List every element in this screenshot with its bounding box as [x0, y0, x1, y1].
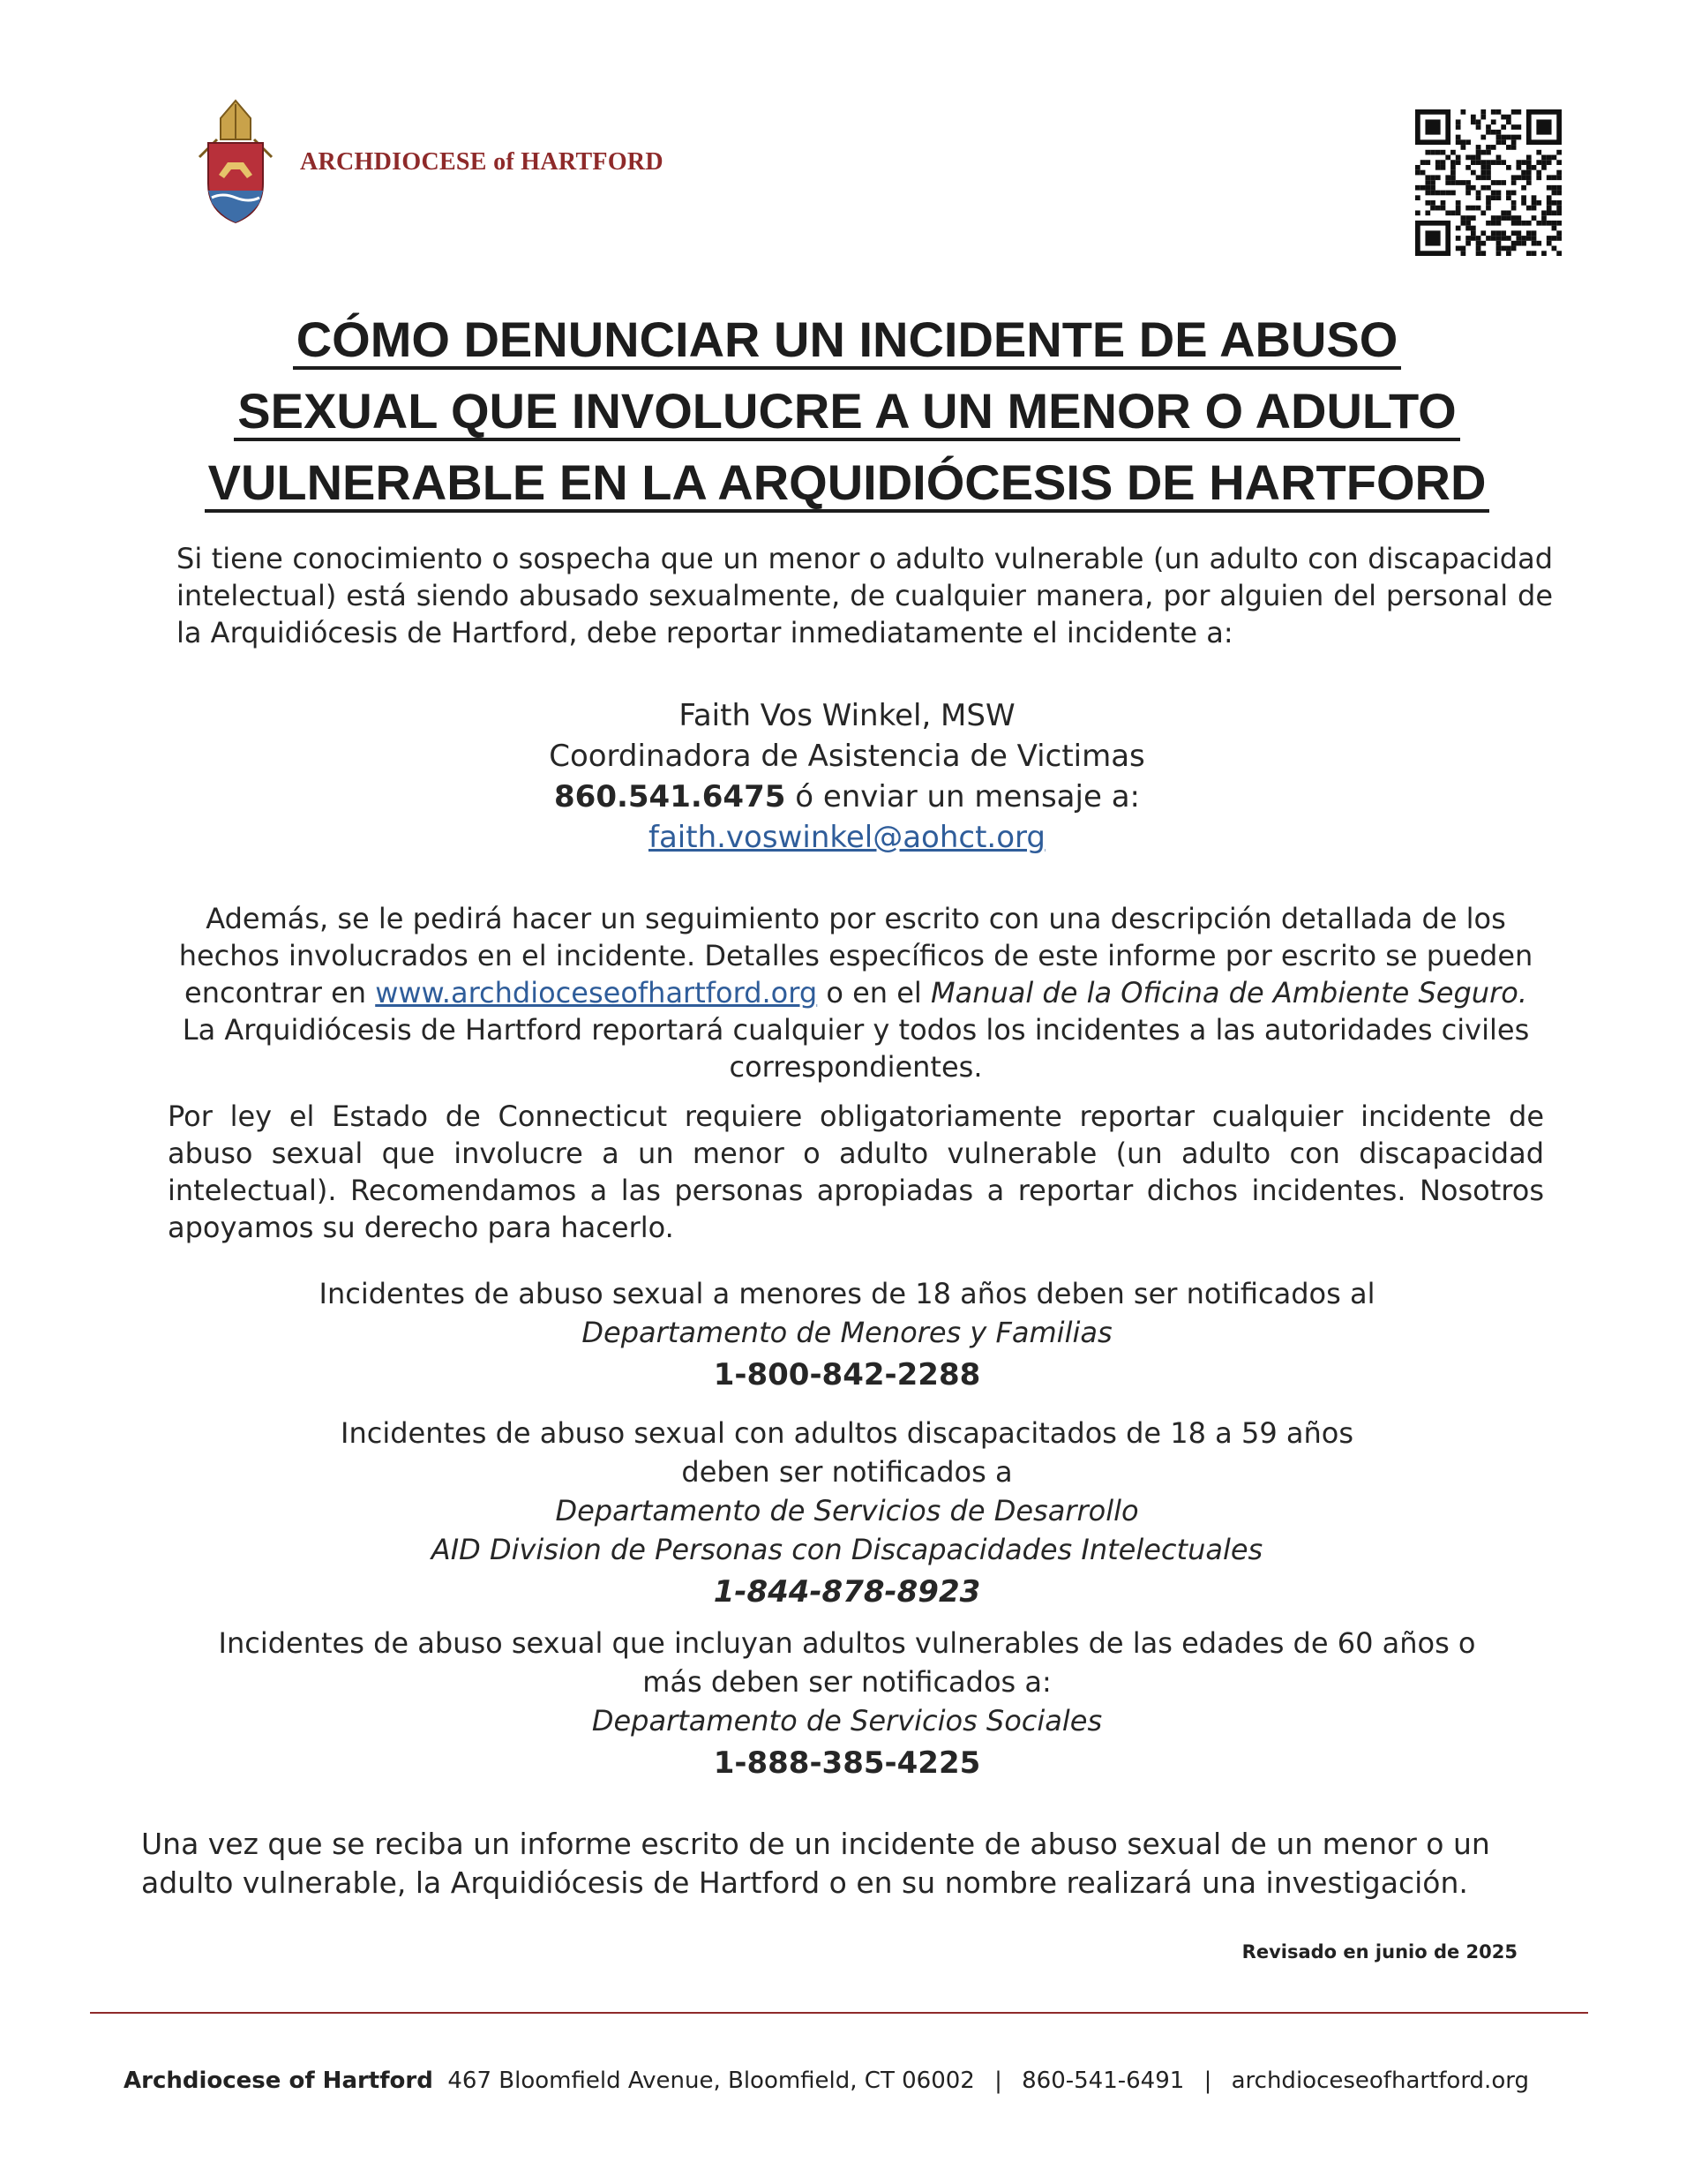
contact-phone-suffix: ó enviar un mensaje a:	[785, 779, 1140, 814]
contact-name: Faith Vos Winkel, MSW	[678, 698, 1016, 733]
title-line-2: SEXUAL QUE INVOLUCRE A UN MENOR O ADULTO	[234, 385, 1459, 441]
contact-block	[265, 695, 1429, 858]
contact-role: Coordinadora de Asistencia de Victimas	[549, 739, 1145, 774]
elderly-phone[interactable]: 1-888-385-4225	[713, 1745, 981, 1781]
org-name: ARCHDIOCESE of HARTFORD	[300, 148, 663, 176]
elderly-agency: Departamento de Servicios Sociales	[591, 1704, 1103, 1737]
law-paragraph: Por ley el Estado de Connecticut requiere obligatoriamente reportar cualquier incidente de abuso sexual que involucre a un menor o adulto vulnerable (un adulto con discapacidad intelectual). Recomendamos a las personas apropiadas a reportar dichos incidentes. Nosotros apoyamos su derecho para hacerlo.	[168, 1100, 1544, 1244]
title-line-3: VULNERABLE EN LA ARQUIDIÓCESIS DE HARTFORD	[205, 456, 1490, 513]
contact-phone[interactable]: 860.541.6475	[554, 779, 786, 814]
minors-phone[interactable]: 1-800-842-2288	[713, 1357, 981, 1392]
disabled-division: AID Division de Personas con Discapacidades Intelectuales	[431, 1533, 1263, 1566]
minors-text: Incidentes de abuso sexual a menores de 18 años deben ser notificados al	[319, 1277, 1375, 1310]
disabled-agency: Departamento de Servicios de Desarrollo	[555, 1494, 1139, 1527]
revision-date: Revisado en junio de 2025	[1241, 1941, 1518, 1963]
title-line-1: CÓMO DENUNCIAR UN INCIDENTE DE ABUSO	[293, 313, 1402, 370]
footer-address: 467 Bloomfield Avenue, Bloomfield, CT 06002	[447, 2068, 975, 2094]
minors-report-block	[176, 1274, 1518, 1394]
elderly-report-block	[176, 1624, 1518, 1782]
archdiocese-crest-icon	[196, 99, 275, 227]
qr-code-icon[interactable]	[1415, 109, 1562, 256]
disabled-report-block	[176, 1414, 1518, 1611]
disabled-phone[interactable]: 1-844-878-8923	[713, 1574, 981, 1610]
contact-phone-line	[265, 777, 1429, 817]
intro-paragraph: Si tiene conocimiento o sospecha que un menor o adulto vulnerable (un adulto con discapacidad intelectual) está siendo abusado sexualmente, de cualquier manera, por alguien del personal de la Arquidiócesis de Hartford, debe reportar inmediatamente el incidente a:	[176, 542, 1553, 649]
followup-paragraph	[168, 900, 1544, 1085]
contact-email-link[interactable]: faith.voswinkel@aohct.org	[648, 820, 1046, 855]
followup-text-1: Además, se le pedirá hacer un seguimiento por escrito con una descripción detallada de los hechos involucrados en el incidente. Detalles específicos de este informe por escrito se pueden encontrar en	[178, 902, 1533, 1009]
manual-title: Manual de la Oficina de Ambiente Seguro.	[930, 976, 1527, 1009]
disabled-text: Incidentes de abuso sexual con adultos discapacitados de 18 a 59 años deben ser notificados a	[341, 1416, 1353, 1489]
footer-phone[interactable]: 860-541-6491	[1022, 2068, 1185, 2094]
footer	[124, 2068, 1529, 2094]
footer-divider	[90, 2012, 1588, 2014]
investigation-paragraph: Una vez que se reciba un informe escrito de un incidente de abuso sexual de un menor o un adulto vulnerable, la Arquidiócesis de Hartford o en su nombre realizará una investigación.	[141, 1827, 1490, 1900]
footer-separator: |	[994, 2068, 1002, 2094]
page-title	[141, 307, 1553, 522]
elderly-text: Incidentes de abuso sexual que incluyan adultos vulnerables de las edades de 60 años o más deben ser notificados a:	[218, 1626, 1476, 1699]
minors-agency: Departamento de Menores y Familias	[581, 1316, 1113, 1349]
footer-org: Archdiocese of Hartford	[124, 2068, 433, 2094]
footer-website[interactable]: archdioceseofhartford.org	[1231, 2068, 1529, 2094]
followup-text-3: La Arquidiócesis de Hartford reportará cualquier y todos los incidentes a las autoridades civiles correspondientes.	[182, 1013, 1530, 1084]
website-link[interactable]: www.archdioceseofhartford.org	[375, 976, 818, 1009]
footer-separator: |	[1203, 2068, 1212, 2094]
followup-text-2: o en el	[817, 976, 931, 1009]
